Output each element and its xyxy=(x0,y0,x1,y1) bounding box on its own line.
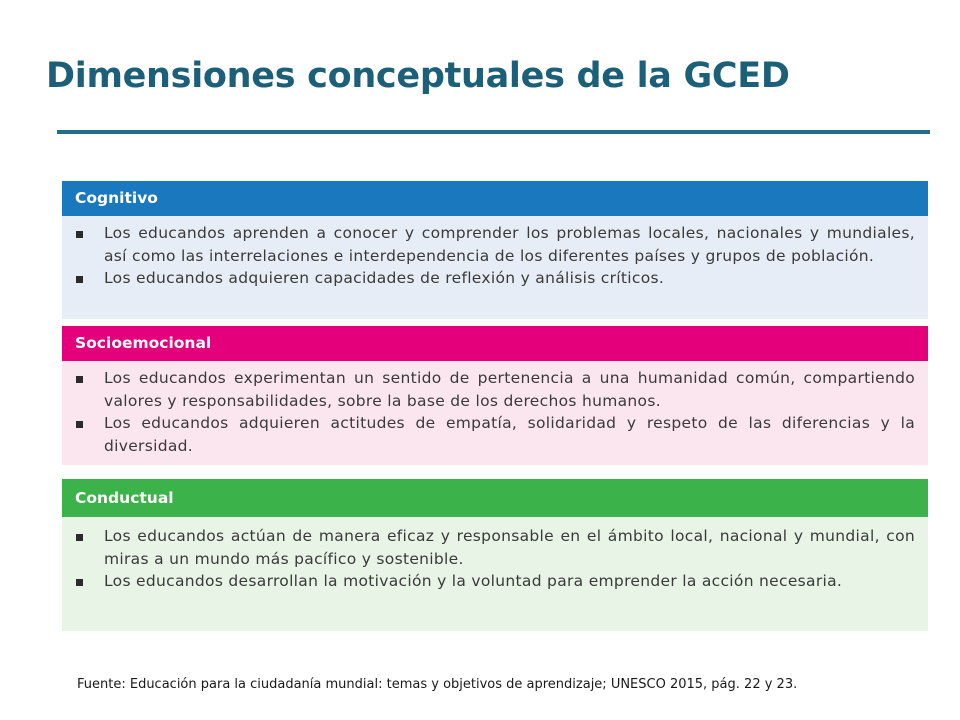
bullet-list xyxy=(74,367,915,457)
list-item xyxy=(74,222,915,267)
list-item xyxy=(74,570,915,593)
square-bullet-icon xyxy=(76,421,83,428)
page-title: Dimensiones conceptuales de la GCED xyxy=(46,56,790,96)
list-item xyxy=(74,525,915,570)
title-divider xyxy=(57,130,930,134)
section-cognitivo xyxy=(62,181,928,319)
square-bullet-icon xyxy=(76,276,83,283)
list-item xyxy=(74,412,915,457)
section-header-cognitivo: Cognitivo xyxy=(62,181,928,216)
section-body-cognitivo xyxy=(62,216,928,319)
square-bullet-icon xyxy=(76,534,83,541)
list-item xyxy=(74,267,915,290)
square-bullet-icon xyxy=(76,579,83,586)
section-header-conductual: Conductual xyxy=(62,479,928,517)
list-item-text: Los educandos desarrollan la motivación y la voluntad para emprender la acción necesaria. xyxy=(104,572,843,590)
list-item-text: Los educandos experimentan un sentido de pertenencia a una humanidad común, compartiendo valores y responsabilidades, sobre la base de los derechos humanos. xyxy=(104,369,915,410)
section-conductual xyxy=(62,479,928,631)
list-item-text: Los educandos actúan de manera eficaz y responsable en el ámbito local, nacional y mundial, con miras a un mundo más pacífico y sostenible. xyxy=(104,527,915,568)
list-item-text: Los educandos adquieren actitudes de empatía, solidaridad y respeto de las diferencias y la diversidad. xyxy=(104,414,915,455)
list-item xyxy=(74,367,915,412)
square-bullet-icon xyxy=(76,231,83,238)
bullet-list xyxy=(74,222,915,290)
section-socioemocional xyxy=(62,326,928,465)
bullet-list xyxy=(74,525,915,593)
square-bullet-icon xyxy=(76,376,83,383)
section-header-socioemocional: Socioemocional xyxy=(62,326,928,361)
list-item-text: Los educandos adquieren capacidades de reflexión y análisis críticos. xyxy=(104,269,665,287)
section-body-socioemocional xyxy=(62,361,928,465)
section-body-conductual xyxy=(62,517,928,631)
source-citation: Fuente: Educación para la ciudadanía mundial: temas y objetivos de aprendizaje; UNESCO 2015, pág. 22 y 23. xyxy=(77,677,798,692)
list-item-text: Los educandos aprenden a conocer y comprender los problemas locales, nacionales y mundiales, así como las interrelaciones e interdependencia de los diferentes países y grupos de población. xyxy=(104,224,915,265)
